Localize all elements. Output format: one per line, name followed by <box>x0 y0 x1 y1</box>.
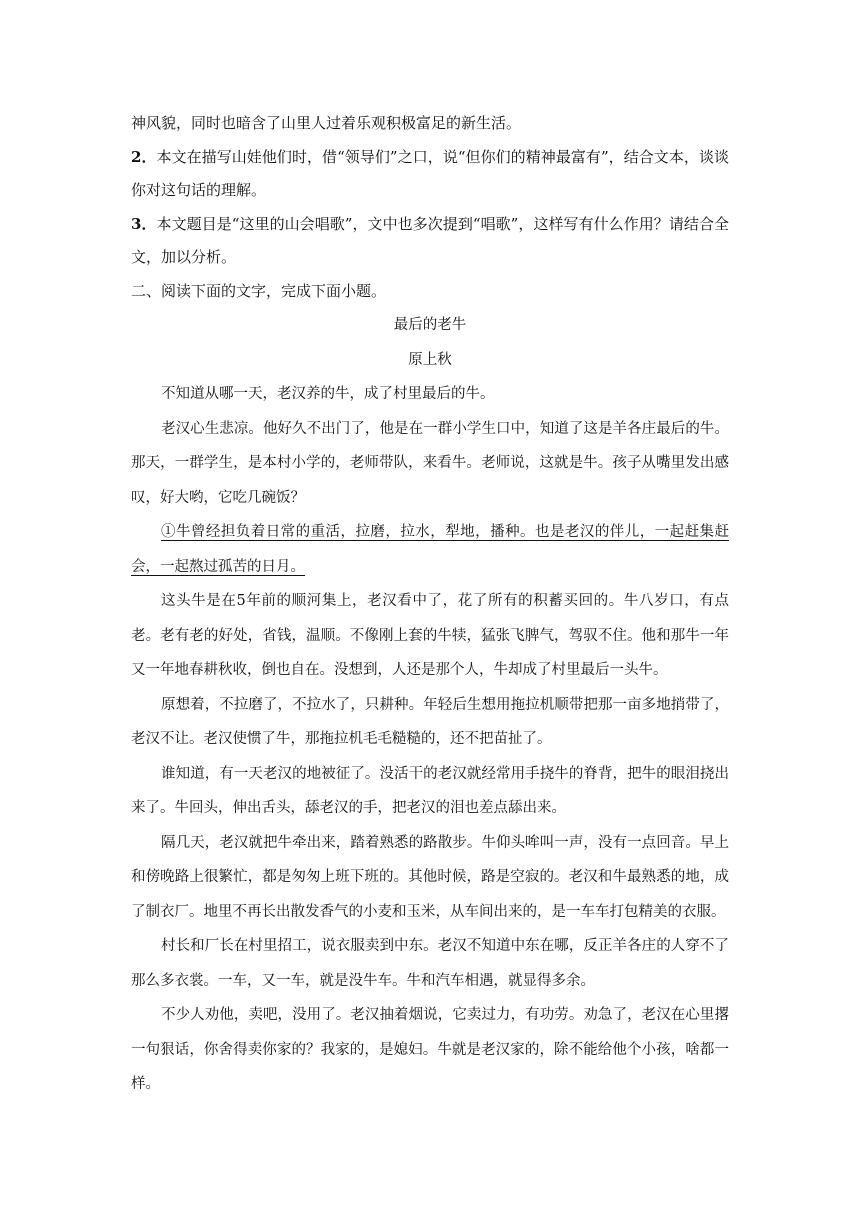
story-paragraph-6: 谁知道，有一天老汉的地被征了。没活干的老汉就经常用手挠牛的脊背，把牛的眼泪挠出来了。牛回头，伸出舌头，舔老汉的手，把老汉的泪也差点舔出来。 <box>131 765 729 816</box>
story-paragraph-2: 老汉心生悲凉。他好久不出门了，他是在一群小学生口中，知道了这是羊各庄最后的牛。那天，一群学生，是本村小学的，老师带队，来看牛。老师说，这就是牛。孩子从嘴里发出感叹，好大哟，它吃几碗饭？ <box>131 420 729 506</box>
story-paragraph-7: 隔几天，老汉就把牛牵出来，踏着熟悉的路散步。牛仰头哞叫一声，没有一点回音。早上和傍晚路上很繁忙，都是匆匆上班下班的。其他时候，路是空寂的。老汉和牛最熟悉的地，成了制衣厂。地里不再长出散发香气的小麦和玉米，从车间出来的，是一车车打包精美的衣服。 <box>131 834 729 920</box>
question-2-text: 本文在描写山娃他们时，借“领导们”之口，说“但你们的精神最富有”，结合文本，谈谈你对这句话的理解。 <box>131 147 729 199</box>
question-2-number: 2． <box>131 147 157 166</box>
story-paragraph-4: 这头牛是在5年前的顺河集上，老汉看中了，花了所有的积蓄买回的。牛八岁口，有点老。老有老的好处，省钱，温顺。不像刚上套的牛犊，猛张飞脾气，驾驭不住。他和那牛一年又一年地春耕秋收，倒也自在。没想到，人还是那个人，牛却成了村里最后一头牛。 <box>131 593 729 678</box>
document-content <box>131 107 729 1102</box>
section-heading: 二、阅读下面的文字，完成下面小题。 <box>131 281 387 300</box>
question-3-text: 本文题目是“这里的山会唱歌”，文中也多次提到“唱歌”，这样写有什么作用？请结合全文，加以分析。 <box>131 214 729 266</box>
story-paragraph-9: 不少人劝他，卖吧，没用了。老汉抽着烟说，它卖过力，有功劳。劝急了，老汉在心里撂一句狠话，你舍得卖你家的？我家的，是媳妇。牛就是老汉家的，除不能给他个小孩，啥都一样。 <box>131 1007 729 1092</box>
story <box>131 308 729 1102</box>
story-paragraph-8: 村长和厂长在村里招工，说衣服卖到中东。老汉不知道中东在哪，反正羊各庄的人穿不了那么多衣裳。一车，又一车，就是没牛车。牛和汽车相遇，就显得多余。 <box>131 938 729 989</box>
story-paragraph-1: 不知道从哪一天，老汉养的牛，成了村里最后的牛。 <box>161 386 495 402</box>
story-paragraph-3-underlined <box>131 515 729 584</box>
story-title: 最后的老牛 <box>393 317 467 333</box>
story-author: 原上秋 <box>408 351 452 368</box>
underlined-sentence: ①牛曾经担负着日常的重活，拉磨，拉水，犁地，播种。也是老汉的伴儿，一起赶集赶会，一起熬过孤苦的日月。 <box>131 524 729 575</box>
question-2 <box>131 141 729 208</box>
question-3 <box>131 208 729 275</box>
question-3-number: 3． <box>131 214 157 233</box>
story-paragraph-5: 原想着，不拉磨了，不拉水了，只耕种。年轻后生想用拖拉机顺带把那一亩多地捎带了，老汉不让。老汉使惯了牛，那拖拉机毛毛糙糙的，还不把苗扯了。 <box>131 696 729 747</box>
question-1-tail: 神风貌，同时也暗含了山里人过着乐观积极富足的新生活。 <box>131 114 522 132</box>
